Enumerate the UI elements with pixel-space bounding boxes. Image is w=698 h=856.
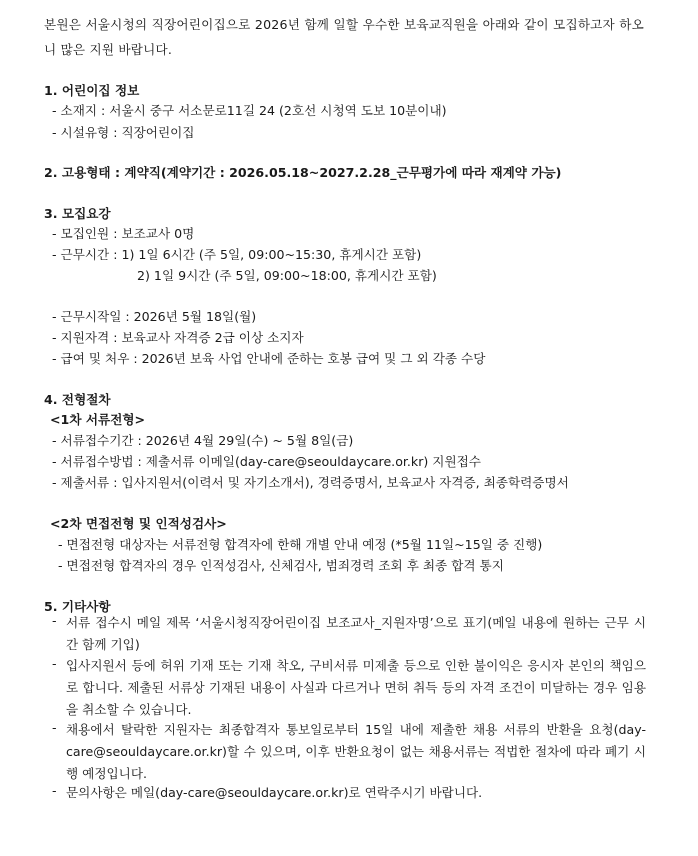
application-method-item: - 서류접수방법 : 제출서류 이메일(day-care@seouldaycare.or.kr) 지원접수 <box>52 454 481 469</box>
section-4-heading: 4. 전형절차 <box>44 392 111 407</box>
required-documents-item: - 제출서류 : 입사지원서(이력서 및 자기소개서), 경력증명서, 보육교사 자격증, 최종학력증명서 <box>52 475 569 490</box>
facility-type-item: - 시설유형 : 직장어린이집 <box>52 125 195 140</box>
positions-item: - 모집인원 : 보조교사 0명 <box>52 226 195 241</box>
section-2-heading: 2. 고용형태 : 계약직(계약기간 : 2026.05.18~2027.2.28_근무평가에 따라 재계약 가능) <box>44 165 562 180</box>
document-screening-subheading: <1차 서류전형> <box>50 412 146 427</box>
section-1-heading: 1. 어린이집 정보 <box>44 83 140 98</box>
work-hours-option-2: 2) 1일 9시간 (주 5일, 09:00~18:00, 휴게시간 포함) <box>137 268 437 283</box>
application-period-item: - 서류접수기간 : 2026년 4월 29일(수) ~ 5월 8일(금) <box>52 433 354 448</box>
document-return-note: 채용에서 탈락한 지원자는 최종합격자 통보일로부터 15일 내에 제출한 채용 서류의 반환을 요청(day-care@seouldaycare.or.kr)할 수 있으며, 이후 반환요청이 없는 채용서류는 적법한 절차에 따라 폐기 시행 예정입니다. <box>66 722 646 781</box>
interview-notice-item: - 면접전형 대상자는 서류전형 합격자에 한해 개별 안내 예정 (*5월 11일~15일 중 진행) <box>58 537 543 552</box>
section-3-heading: 3. 모집요강 <box>44 206 111 221</box>
list-dash: - <box>52 613 57 628</box>
interview-subheading: <2차 면접전형 및 인적성검사> <box>50 516 227 531</box>
final-pass-item: - 면접전형 합격자의 경우 인적성검사, 신체검사, 범죄경력 조회 후 최종 합격 통지 <box>58 558 504 573</box>
location-item: - 소재지 : 서울시 중구 서소문로11길 24 (2호선 시청역 도보 10분이내) <box>52 103 447 118</box>
list-dash: - <box>52 720 57 735</box>
work-hours-item: - 근무시간 : 1) 1일 6시간 (주 5일, 09:00~15:30, 휴게시간 포함) <box>52 247 422 262</box>
start-date-item: - 근무시작일 : 2026년 5월 18일(월) <box>52 309 257 324</box>
list-dash: - <box>52 656 57 671</box>
false-info-note: 입사지원서 등에 허위 기재 또는 기재 착오, 구비서류 미제출 등으로 인한 불이익은 응시자 본인의 책임으로 합니다. 제출된 서류상 기재된 내용이 사실과 다르거나 면허 취득 등의 자격 조건이 미달하는 경우 임용을 취소할 수 있습니다. <box>66 658 646 717</box>
salary-item: - 급여 및 처우 : 2026년 보육 사업 안내에 준하는 호봉 급여 및 그 외 각종 수당 <box>52 351 486 366</box>
email-subject-note: 서류 접수시 메일 제목 ‘서울시청직장어린이집 보조교사_지원자명’으로 표기(메일 내용에 원하는 근무 시간 함께 기입) <box>66 615 646 652</box>
intro-paragraph: 본원은 서울시청의 직장어린이집으로 2026년 함께 일할 우수한 보육교직원을 아래와 같이 모집하고자 하오니 많은 지원 바랍니다. <box>44 17 644 57</box>
list-dash: - <box>52 783 57 798</box>
qualification-item: - 지원자격 : 보육교사 자격증 2급 이상 소지자 <box>52 330 304 345</box>
inquiry-note: 문의사항은 메일(day-care@seouldaycare.or.kr)로 연락주시기 바랍니다. <box>66 785 483 800</box>
section-5-heading: 5. 기타사항 <box>44 599 111 614</box>
